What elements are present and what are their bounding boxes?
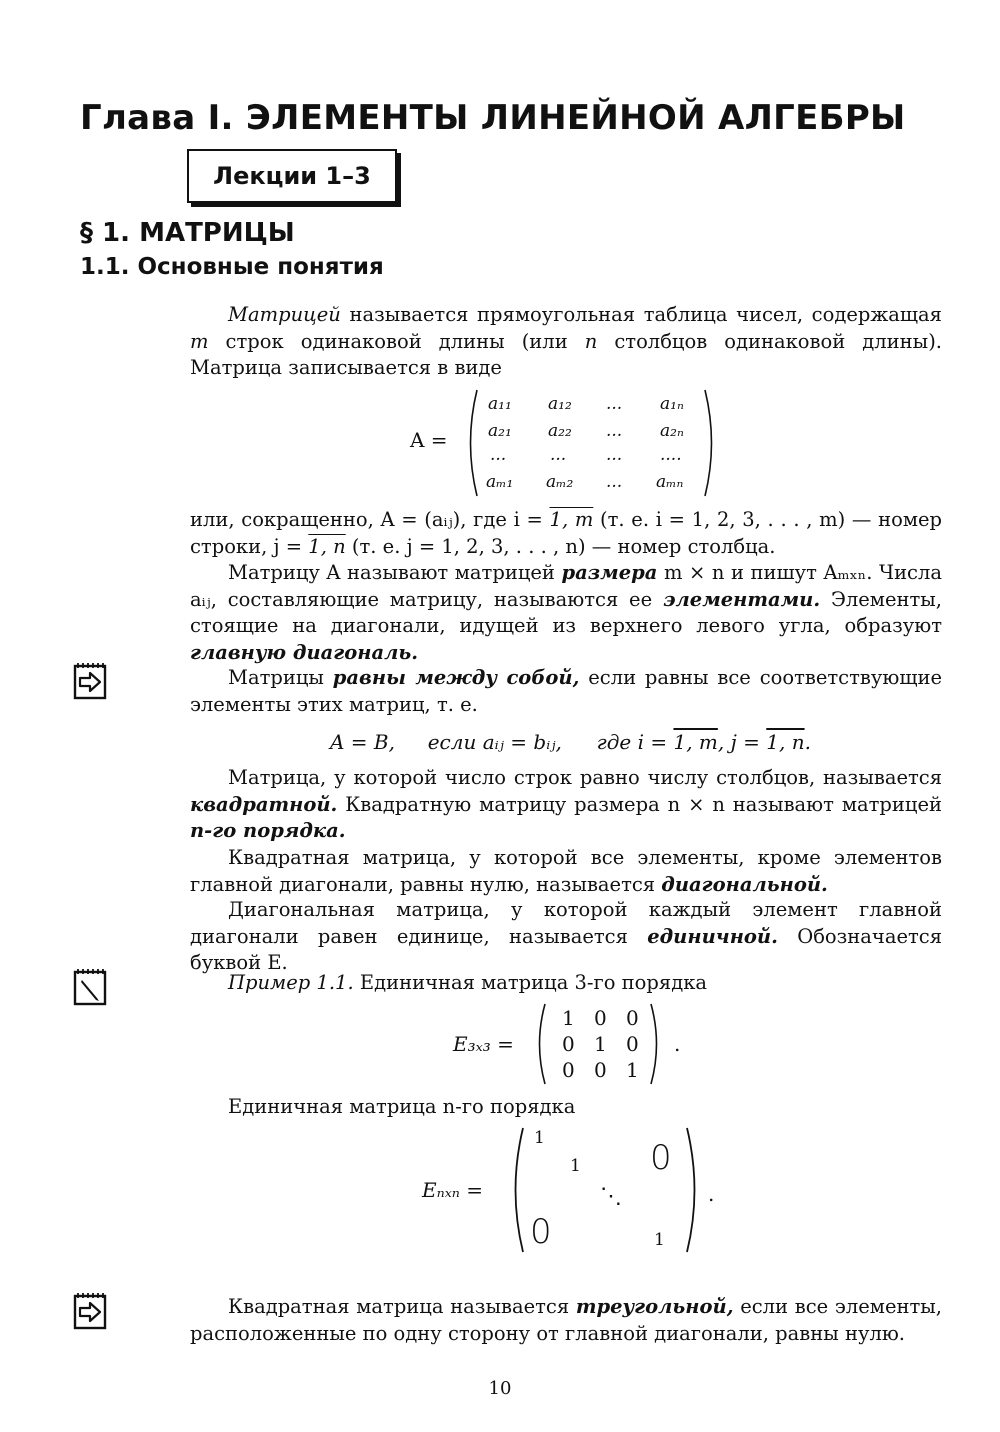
matrix-cell: ... bbox=[606, 472, 623, 492]
paragraph-matrix-definition bbox=[190, 302, 942, 382]
matrix-cell: a₂ₙ bbox=[660, 421, 684, 441]
paragraph-indices bbox=[190, 507, 942, 560]
left-paren-icon bbox=[506, 1126, 526, 1254]
term-size: размера bbox=[561, 561, 658, 584]
matrix-cell: 0 bbox=[626, 1006, 639, 1030]
lectures-label: Лекции 1–3 bbox=[213, 162, 371, 190]
pencil-note-icon bbox=[72, 966, 108, 1006]
matrix-cell: 1 bbox=[570, 1156, 581, 1176]
matrix-cell: aₘ₁ bbox=[486, 472, 514, 492]
matrix-cell: aₘₙ bbox=[656, 472, 684, 492]
eq-cond: если aᵢⱼ = bᵢⱼ, bbox=[427, 730, 562, 754]
section-title: § 1. МАТРИЦЫ bbox=[80, 218, 295, 248]
matrix-cell: a₂₁ bbox=[488, 421, 512, 441]
paragraph-diagonal bbox=[190, 845, 942, 898]
matrix-cell: 1 bbox=[594, 1032, 607, 1056]
matrix-en-lhs: Eₙₓₙ = bbox=[422, 1178, 484, 1202]
equation-equality bbox=[330, 730, 811, 754]
matrix-cell: 0 bbox=[562, 1058, 575, 1082]
range-m: 1, m bbox=[549, 508, 594, 531]
var-m: m bbox=[190, 329, 209, 353]
var-n: n bbox=[584, 329, 598, 353]
example-label: Пример 1.1. bbox=[228, 971, 354, 994]
matrix-cell: .... bbox=[660, 445, 682, 465]
matrix-cell: 0 bbox=[626, 1032, 639, 1056]
text: Матрицу A называют матрицей bbox=[228, 561, 562, 584]
text: если равны все соответствующие элементы этих матриц, т. е. bbox=[190, 666, 942, 716]
text: Единичная матрица 3-го порядка bbox=[353, 971, 708, 994]
paragraph-size bbox=[190, 560, 942, 666]
matrix-a bbox=[380, 388, 730, 500]
matrix-dots: ⋱ bbox=[600, 1184, 622, 1209]
term-equal: равны между собой, bbox=[332, 666, 580, 689]
matrix-e3 bbox=[450, 1002, 700, 1086]
subsection-title: 1.1. Основные понятия bbox=[80, 254, 384, 280]
matrix-cell: 1 bbox=[626, 1058, 639, 1082]
left-paren-icon bbox=[462, 388, 480, 498]
matrix-cell: ... bbox=[490, 445, 507, 465]
example-heading bbox=[228, 970, 928, 997]
text: Элементы, стоящие на диагонали, идущей из верхнего левого угла, образуют bbox=[190, 587, 942, 637]
matrix-end-dot: . bbox=[674, 1032, 681, 1056]
matrix-cell: a₁₂ bbox=[548, 394, 572, 414]
identity-n-label: Единичная матрица n-го порядка bbox=[228, 1095, 576, 1118]
definition-arrow-icon bbox=[72, 1290, 108, 1330]
term-identity: единичной. bbox=[647, 924, 778, 948]
matrix-cell: 0 bbox=[594, 1006, 607, 1030]
range-n: 1, n bbox=[308, 534, 346, 558]
page-number: 10 bbox=[488, 1378, 512, 1399]
matrix-cell: 0 bbox=[562, 1032, 575, 1056]
right-paren-icon bbox=[702, 388, 720, 498]
matrix-cell: aₘ₂ bbox=[546, 472, 574, 492]
paragraph-triangular bbox=[190, 1294, 942, 1347]
matrix-cell: 1 bbox=[562, 1006, 575, 1030]
paragraph-equality bbox=[190, 665, 942, 718]
matrix-cell: a₂₂ bbox=[548, 421, 572, 441]
matrix-cell: a₁ₙ bbox=[660, 394, 684, 414]
text: если все элементы, расположенные по одну сторону от главной диагонали, равны нулю. bbox=[190, 1295, 942, 1345]
paragraph-identity bbox=[190, 897, 942, 977]
text: Матрица, у которой число строк равно числу столбцов, называется bbox=[228, 766, 942, 789]
text: или, сокращенно, A = (aᵢⱼ), где i = bbox=[190, 508, 550, 531]
right-paren-icon bbox=[648, 1002, 664, 1086]
right-paren-icon bbox=[684, 1126, 704, 1254]
term-matrix: Матрицей bbox=[228, 303, 341, 326]
text: Обозначается буквой E. bbox=[190, 924, 942, 974]
zero-block: 0 bbox=[530, 1212, 552, 1252]
term-square: квадратной. bbox=[190, 792, 338, 816]
matrix-cell: a₁₁ bbox=[488, 394, 512, 414]
text: называется прямоугольная таблица чисел, содержащая bbox=[340, 303, 942, 326]
matrix-cell: ... bbox=[550, 445, 567, 465]
zero-block: 0 bbox=[650, 1138, 672, 1178]
matrix-a-lhs: A = bbox=[410, 428, 448, 452]
definition-arrow-icon bbox=[72, 660, 108, 700]
range-n: 1, n bbox=[766, 730, 805, 754]
matrix-e3-lhs: E₃ₓ₃ = bbox=[453, 1032, 514, 1056]
matrix-end-dot: . bbox=[708, 1182, 715, 1206]
matrix-cell: 1 bbox=[534, 1128, 545, 1148]
chapter-title: Глава I. ЭЛЕМЕНТЫ ЛИНЕЙНОЙ АЛГЕБРЫ bbox=[80, 98, 906, 138]
text: m × n и пишут Aₘₓₙ. Числа aᵢⱼ, составляющие матрицу, называются ее bbox=[190, 561, 942, 611]
text: (т. е. i = 1, 2, 3, . . . , m) — номер строки, j = bbox=[190, 508, 943, 558]
term-triangular: треугольной, bbox=[575, 1295, 734, 1318]
text: Матрицы bbox=[228, 666, 333, 689]
text: Квадратную матрицу размера n × n называют матрицей bbox=[337, 792, 942, 816]
eq-end: . bbox=[804, 730, 811, 754]
term-main-diagonal: главную диагональ. bbox=[190, 640, 419, 664]
term-elements: элементами. bbox=[662, 587, 821, 611]
eq-where: где i = bbox=[596, 730, 674, 754]
matrix-cell: ... bbox=[606, 421, 623, 441]
eq-mid: , j = bbox=[717, 730, 767, 754]
lectures-box bbox=[187, 149, 397, 203]
matrix-cell: 1 bbox=[654, 1230, 665, 1250]
matrix-cell: ... bbox=[606, 394, 623, 414]
matrix-cell: 0 bbox=[594, 1058, 607, 1082]
text: столбцов одинаковой длины). Матрица записывается в виде bbox=[190, 329, 942, 379]
left-paren-icon bbox=[532, 1002, 548, 1086]
matrix-en bbox=[420, 1126, 720, 1254]
term-order: n-го порядка. bbox=[190, 819, 346, 842]
text: строк одинаковой длины (или bbox=[208, 329, 585, 353]
text: (т. е. j = 1, 2, 3, . . . , n) — номер столбца. bbox=[345, 534, 776, 558]
text: Диагональная матрица, у которой каждый элемент главной диагонали равен единице, называется bbox=[190, 898, 942, 948]
paragraph-square bbox=[190, 765, 942, 845]
range-m: 1, m bbox=[673, 730, 718, 754]
term-diagonal: диагональной. bbox=[661, 872, 828, 896]
text: Квадратная матрица называется bbox=[228, 1295, 576, 1318]
matrix-cell: ... bbox=[606, 445, 623, 465]
eq-lhs: A = B, bbox=[330, 730, 395, 754]
text: Квадратная матрица, у которой все элементы, кроме элементов главной диагонали, равны нулю, называется bbox=[190, 846, 942, 896]
